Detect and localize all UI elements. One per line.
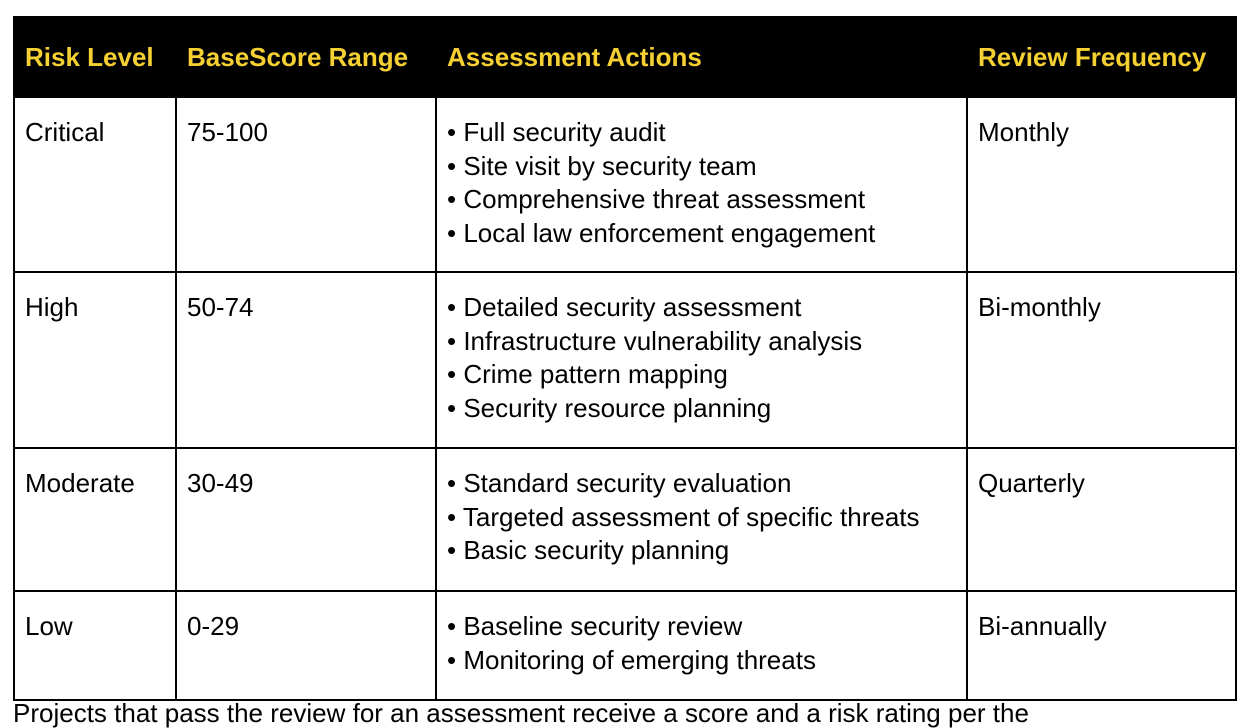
action-item: • Baseline security review [447, 611, 743, 641]
cell-review-frequency: Bi-annually [967, 591, 1236, 700]
action-item: • Site visit by security team [447, 150, 757, 181]
table-header [14, 17, 1236, 97]
table-row [14, 272, 1236, 448]
cut-off-paragraph-text: Projects that pass the review for an assessment receive a score and a risk rating per the [13, 698, 1029, 728]
table-row [14, 591, 1236, 700]
cell-score-range: 75-100 [176, 97, 436, 272]
action-item: • Monitoring of emerging threats [447, 644, 816, 675]
header-assessment-actions: Assessment Actions [436, 17, 967, 97]
cell-assessment-actions [436, 591, 967, 700]
cell-risk-level: Critical [14, 97, 176, 272]
cell-risk-level: Low [14, 591, 176, 700]
risk-level-table [13, 16, 1237, 701]
cell-assessment-actions [436, 97, 967, 272]
header-review-frequency: Review Frequency [967, 17, 1236, 97]
cell-review-frequency: Quarterly [967, 448, 1236, 591]
header-risk-level: Risk Level [14, 17, 176, 97]
action-item: • Full security audit [447, 117, 666, 147]
cell-review-frequency: Bi-monthly [967, 272, 1236, 448]
cell-score-range: 50-74 [176, 272, 436, 448]
action-item: • Standard security evaluation [447, 468, 792, 498]
table-row [14, 448, 1236, 591]
action-item: • Basic security planning [447, 535, 730, 565]
cell-score-range: 0-29 [176, 591, 436, 700]
table-row [14, 97, 1236, 272]
risk-table-container [13, 16, 1235, 701]
action-item: • Local law enforcement engagement [447, 217, 876, 248]
action-item: • Infrastructure vulnerability analysis [447, 325, 863, 356]
action-item: • Crime pattern mapping [447, 359, 728, 389]
cell-risk-level: Moderate [14, 448, 176, 591]
cell-assessment-actions [436, 448, 967, 591]
cell-risk-level: High [14, 272, 176, 448]
action-item: • Targeted assessment of specific threats [447, 501, 920, 532]
cell-assessment-actions [436, 272, 967, 448]
action-item: • Security resource planning [447, 392, 772, 423]
header-row [14, 17, 1236, 97]
action-item: • Comprehensive threat assessment [447, 184, 866, 214]
cell-review-frequency: Monthly [967, 97, 1236, 272]
cell-score-range: 30-49 [176, 448, 436, 591]
action-item: • Detailed security assessment [447, 292, 802, 322]
header-basescore-range: BaseScore Range [176, 17, 436, 97]
table-body [14, 97, 1236, 700]
